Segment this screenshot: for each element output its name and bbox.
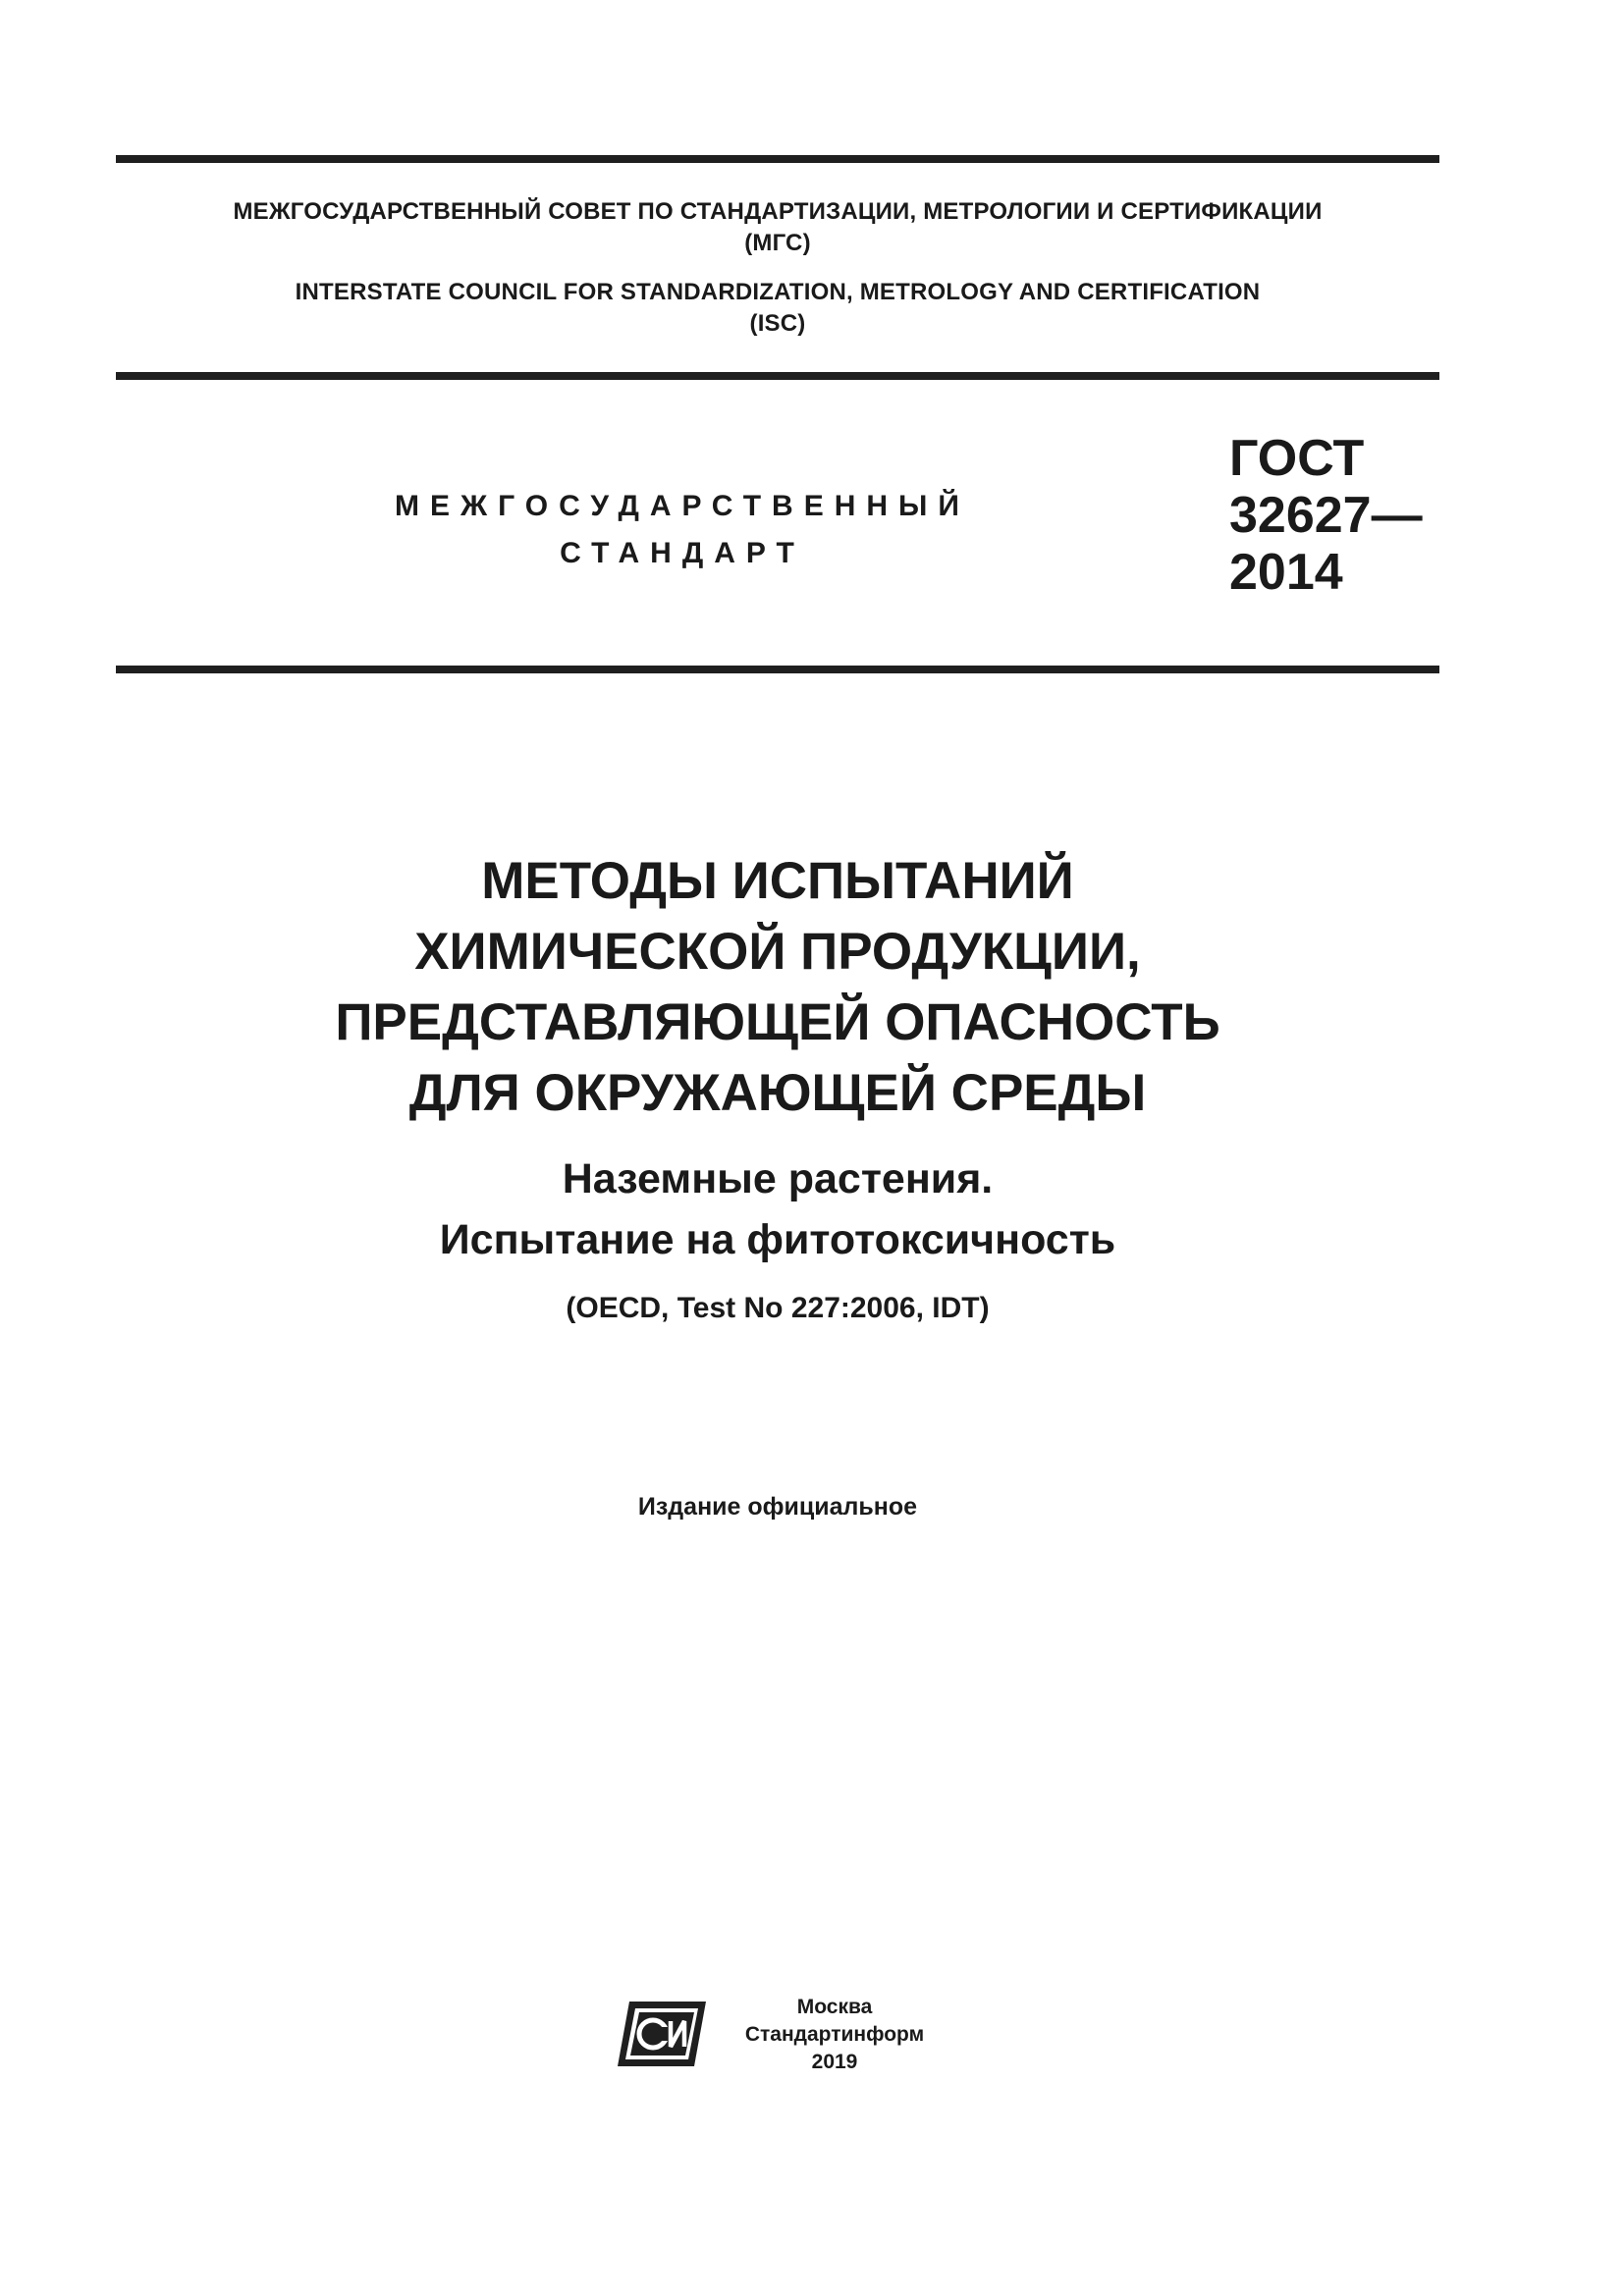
gost-code-line-1: ГОСТ xyxy=(1229,430,1365,487)
title-line-4: ДЛЯ ОКРУЖАЮЩЕЙ СРЕДЫ xyxy=(408,1064,1147,1122)
standard-kind xyxy=(324,483,1041,577)
edition-note: Издание официальное xyxy=(637,1493,918,1521)
gost-code-line-3: 2014 xyxy=(1229,544,1343,601)
imprint-publisher: Стандартинформ xyxy=(744,2023,925,2046)
gost-designation xyxy=(1229,430,1423,601)
subtitle-line-2: Испытание на фитотоксичность xyxy=(439,1216,1116,1263)
standard-kind-line-2: СТАНДАРТ xyxy=(560,537,805,569)
council-name-en-text: INTERSTATE COUNCIL FOR STANDARDIZATION, METROLOGY AND CERTIFICATION xyxy=(295,279,1261,305)
document-title xyxy=(116,846,1439,1129)
designation-divider xyxy=(116,666,1439,673)
council-abbr-en: (ISC) xyxy=(749,310,806,337)
imprint xyxy=(722,1994,947,2076)
gost-code-line-2: 32627— xyxy=(1229,487,1423,544)
council-name-en xyxy=(116,277,1439,340)
council-name-ru xyxy=(116,196,1439,259)
title-line-3: ПРЕДСТАВЛЯЮЩЕЙ ОПАСНОСТЬ xyxy=(335,993,1220,1051)
top-rule xyxy=(116,155,1439,163)
council-abbr-ru: (МГС) xyxy=(744,230,811,256)
source-identity: (OECD, Test No 227:2006, IDT) xyxy=(566,1292,990,1324)
title-line-2: ХИМИЧЕСКОЙ ПРОДУКЦИИ, xyxy=(414,923,1141,981)
imprint-year: 2019 xyxy=(811,2051,858,2073)
council-name-ru-text: МЕЖГОСУДАРСТВЕННЫЙ СОВЕТ ПО СТАНДАРТИЗАЦИИ, МЕТРОЛОГИИ И СЕРТИФИКАЦИИ xyxy=(233,198,1323,225)
standard-kind-line-1: МЕЖГОСУДАРСТВЕННЫЙ xyxy=(395,490,970,522)
standartinform-logo-icon xyxy=(616,2000,710,2068)
document-subtitle xyxy=(116,1148,1439,1270)
imprint-city: Москва xyxy=(796,1996,873,2018)
title-line-1: МЕТОДЫ ИСПЫТАНИЙ xyxy=(481,852,1074,910)
header-divider xyxy=(116,372,1439,380)
subtitle-line-1: Наземные растения. xyxy=(562,1155,994,1202)
